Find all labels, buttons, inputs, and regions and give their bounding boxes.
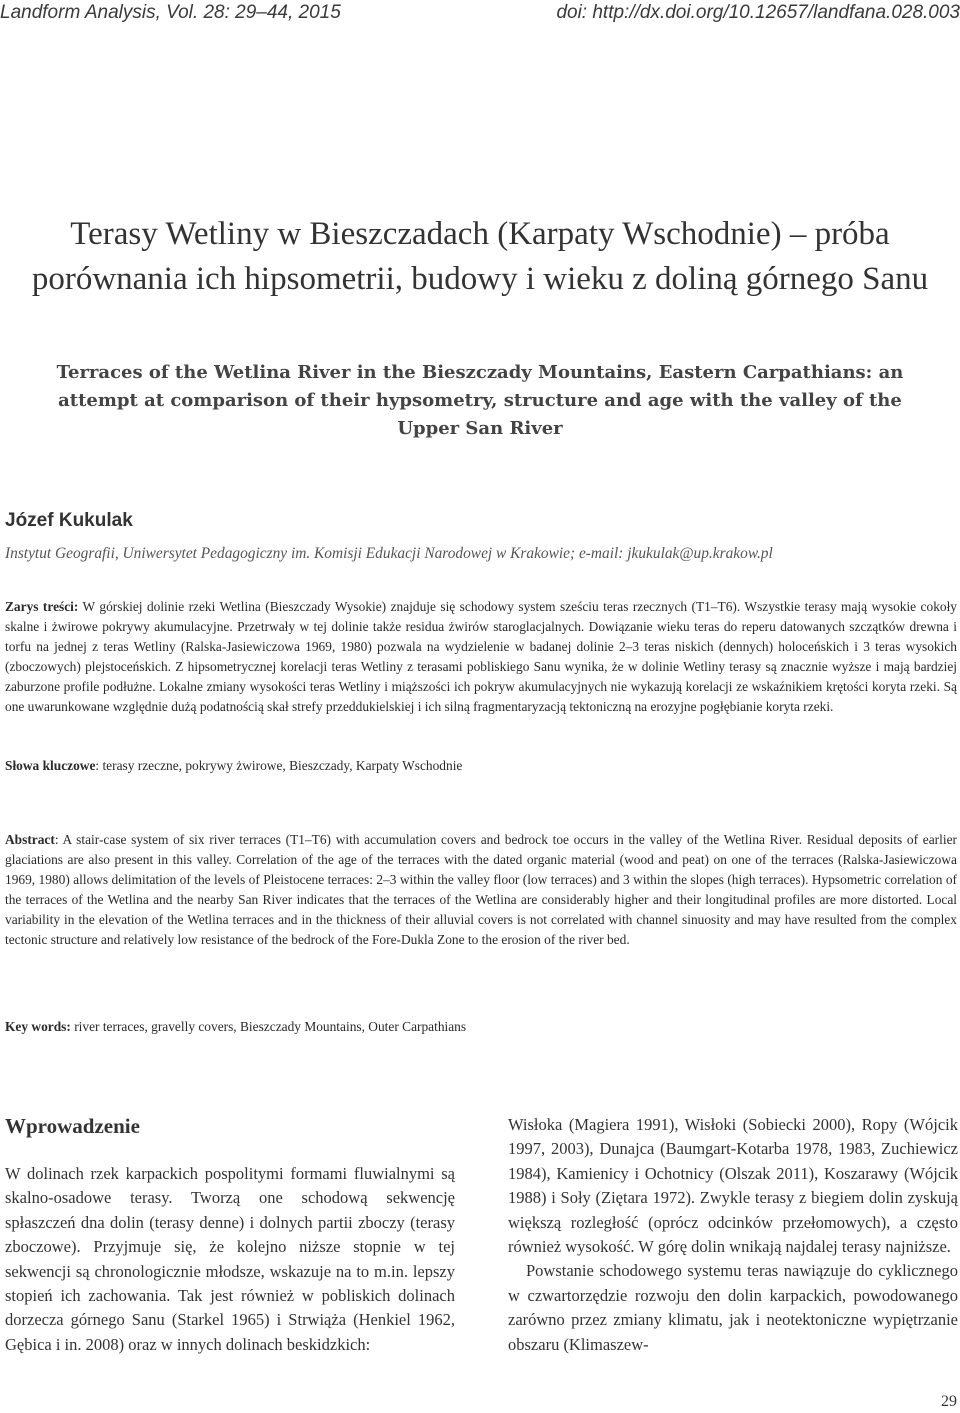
author-affiliation: Instytut Geografii, Uniwersytet Pedagogiczny im. Komisji Edukacji Narodowej w Krakowie; e-mail: jkukulak@up.krakow.pl bbox=[5, 545, 773, 562]
intro-paragraph-1: W dolinach rzek karpackich pospolitymi formami fluwialnymi są skalno-osadowe terasy. Tworzą one schodową sekwencję spłaszczeń dna dolin (terasy denne) i dolnych partii zboczy (terasy zboczowe). Przyjmuje się, że kolejno niższe stopnie w tej sekwencji są chronologicznie młodsze, wskazuje na to m.in. lepszy stopień ich zachowania. Tak jest również w pobliskich dolinach dorzecza górnego Sanu (Starkel 1965) i Strwiąża (Henkiel 1962, Gębica i in. 2008) oraz w innych dolinach beskidzkich: bbox=[5, 1164, 455, 1354]
page-number: 29 bbox=[941, 1393, 957, 1410]
keywords-polish-label: Słowa kluczowe bbox=[5, 758, 96, 773]
abstract-polish-text: W górskiej dolinie rzeki Wetlina (Bieszczady Wysokie) znajduje się schodowy system sześciu teras rzecznych (T1–T6). Wszystkie terasy mają wysokie cokoły skalne i żwirowe pokrywy akumulacyjne. Przetrwały w tej dolinie także residua żwirów staroglacjalnych. Dowiązanie wieku teras do reperu datowanych szczątków drewna i torfu na jednej z teras Wetliny (Ralska-Jasiewiczowa 1969, 1980) pozwala na wydzielenie w badanej dolinie 2–3 teras niskich (dennych) holoceńskich i 3 teras wysokich (zboczowych) plejstoceńskich. Z hipsometrycznej korelacji teras Wetliny z terasami pobliskiego Sanu wynika, że w dolinie Wetliny terasy są znacznie wyższe i mają bardziej zaburzone profile podłużne. Lokalne zmiany wysokości teras Wetliny i miąższości ich pokryw akumulacyjnych nie wykazują korelacji ze wskaźnikiem krętości koryta rzeki. Są one uwarunkowane względnie dużą podatnością skał strefy przeddukielskiej i ich silną fragmentaryzacją tektoniczną na erozyjne pogłębianie koryta rzeki. bbox=[5, 599, 958, 714]
abstract-english bbox=[5, 830, 957, 950]
intro-paragraph-2: Powstanie schodowego systemu teras nawiązuje do cyklicznego w czwartorzędzie rozwoju den dolin karpackich, powodowanego zarówno przez zmiany klimatu, jak i neotektoniczne wypiętrzanie obszaru (Klimaszew- bbox=[508, 1261, 958, 1354]
abstract-polish bbox=[5, 597, 957, 717]
doi-link[interactable]: doi: http://dx.doi.org/10.12657/landfana.028.003 bbox=[556, 2, 960, 23]
intro-paragraph-continuation: Wisłoka (Magiera 1991), Wisłoki (Sobiecki 2000), Ropy (Wójcik 1997, 2003), Dunajca (Baumgart-Kotarba 1978, 1983, Zuchiewicz 1984), Kamienicy i Ochotnicy (Olszak 2011), Koszarawy (Wójcik 1988) i Soły (Ziętara 1972). Zwykle terasy z biegiem dolin zyskują większą rozległość (oprócz odcinków przełomowych), a często również wysokość. W górę dolin wnikają najdalej terasy najniższe. bbox=[508, 1115, 958, 1257]
right-column bbox=[508, 1113, 958, 1357]
abstract-english-text: : A stair-case system of six river terraces (T1–T6) with accumulation covers and bedrock toe occurs in the valley of the Wetlina River. Residual deposits of earlier glaciations are also present in this valley. Correlation of the age of the terraces with the dated organic material (wood and peat) on one of the terraces (Ralska-Jasiewiczowa 1969, 1980) allows delimitation of the levels of Pleistocene terraces: 2–3 within the valley floor (low terraces) and 3 within the slopes (high terraces). Hypsometric correlation of the terraces of the Wetlina and the nearby San River indicates that the terraces of the Wetlina are considerably higher and their longitudinal profiles are more distorted. Local variability in the elevation of the Wetlina terraces and in the thickness of their alluvial covers is not correlated with channel sinuosity and may have resulted from the complex tectonic structure and relatively low resistance of the bedrock of the Fore-Dukla Zone to the erosion of the river bed. bbox=[5, 832, 957, 947]
left-column bbox=[5, 1162, 455, 1357]
section-heading-introduction: Wprowadzenie bbox=[5, 1114, 140, 1138]
title-polish: Terasy Wetliny w Bieszczadach (Karpaty Wschodnie) – próba porównania ich hipsometrii, budowy i wieku z doliną górnego Sanu bbox=[31, 216, 929, 297]
journal-citation: Landform Analysis, Vol. 28: 29–44, 2015 bbox=[0, 2, 341, 23]
author-name: Józef Kukulak bbox=[5, 510, 133, 531]
keywords-english bbox=[5, 1017, 957, 1037]
abstract-polish-label: Zarys treści: bbox=[5, 599, 79, 614]
keywords-english-text: river terraces, gravelly covers, Bieszczady Mountains, Outer Carpathians bbox=[70, 1019, 467, 1034]
abstract-english-label: Abstract bbox=[5, 832, 55, 847]
keywords-english-label: Key words: bbox=[5, 1019, 71, 1034]
keywords-polish bbox=[5, 756, 957, 776]
title-english: Terraces of the Wetlina River in the Bieszczady Mountains, Eastern Carpathians: an attempt at comparison of their hypsometry, structure and age with the valley of the Upper San River bbox=[56, 362, 904, 439]
keywords-polish-text: : terasy rzeczne, pokrywy żwirowe, Bieszczady, Karpaty Wschodnie bbox=[95, 758, 463, 773]
